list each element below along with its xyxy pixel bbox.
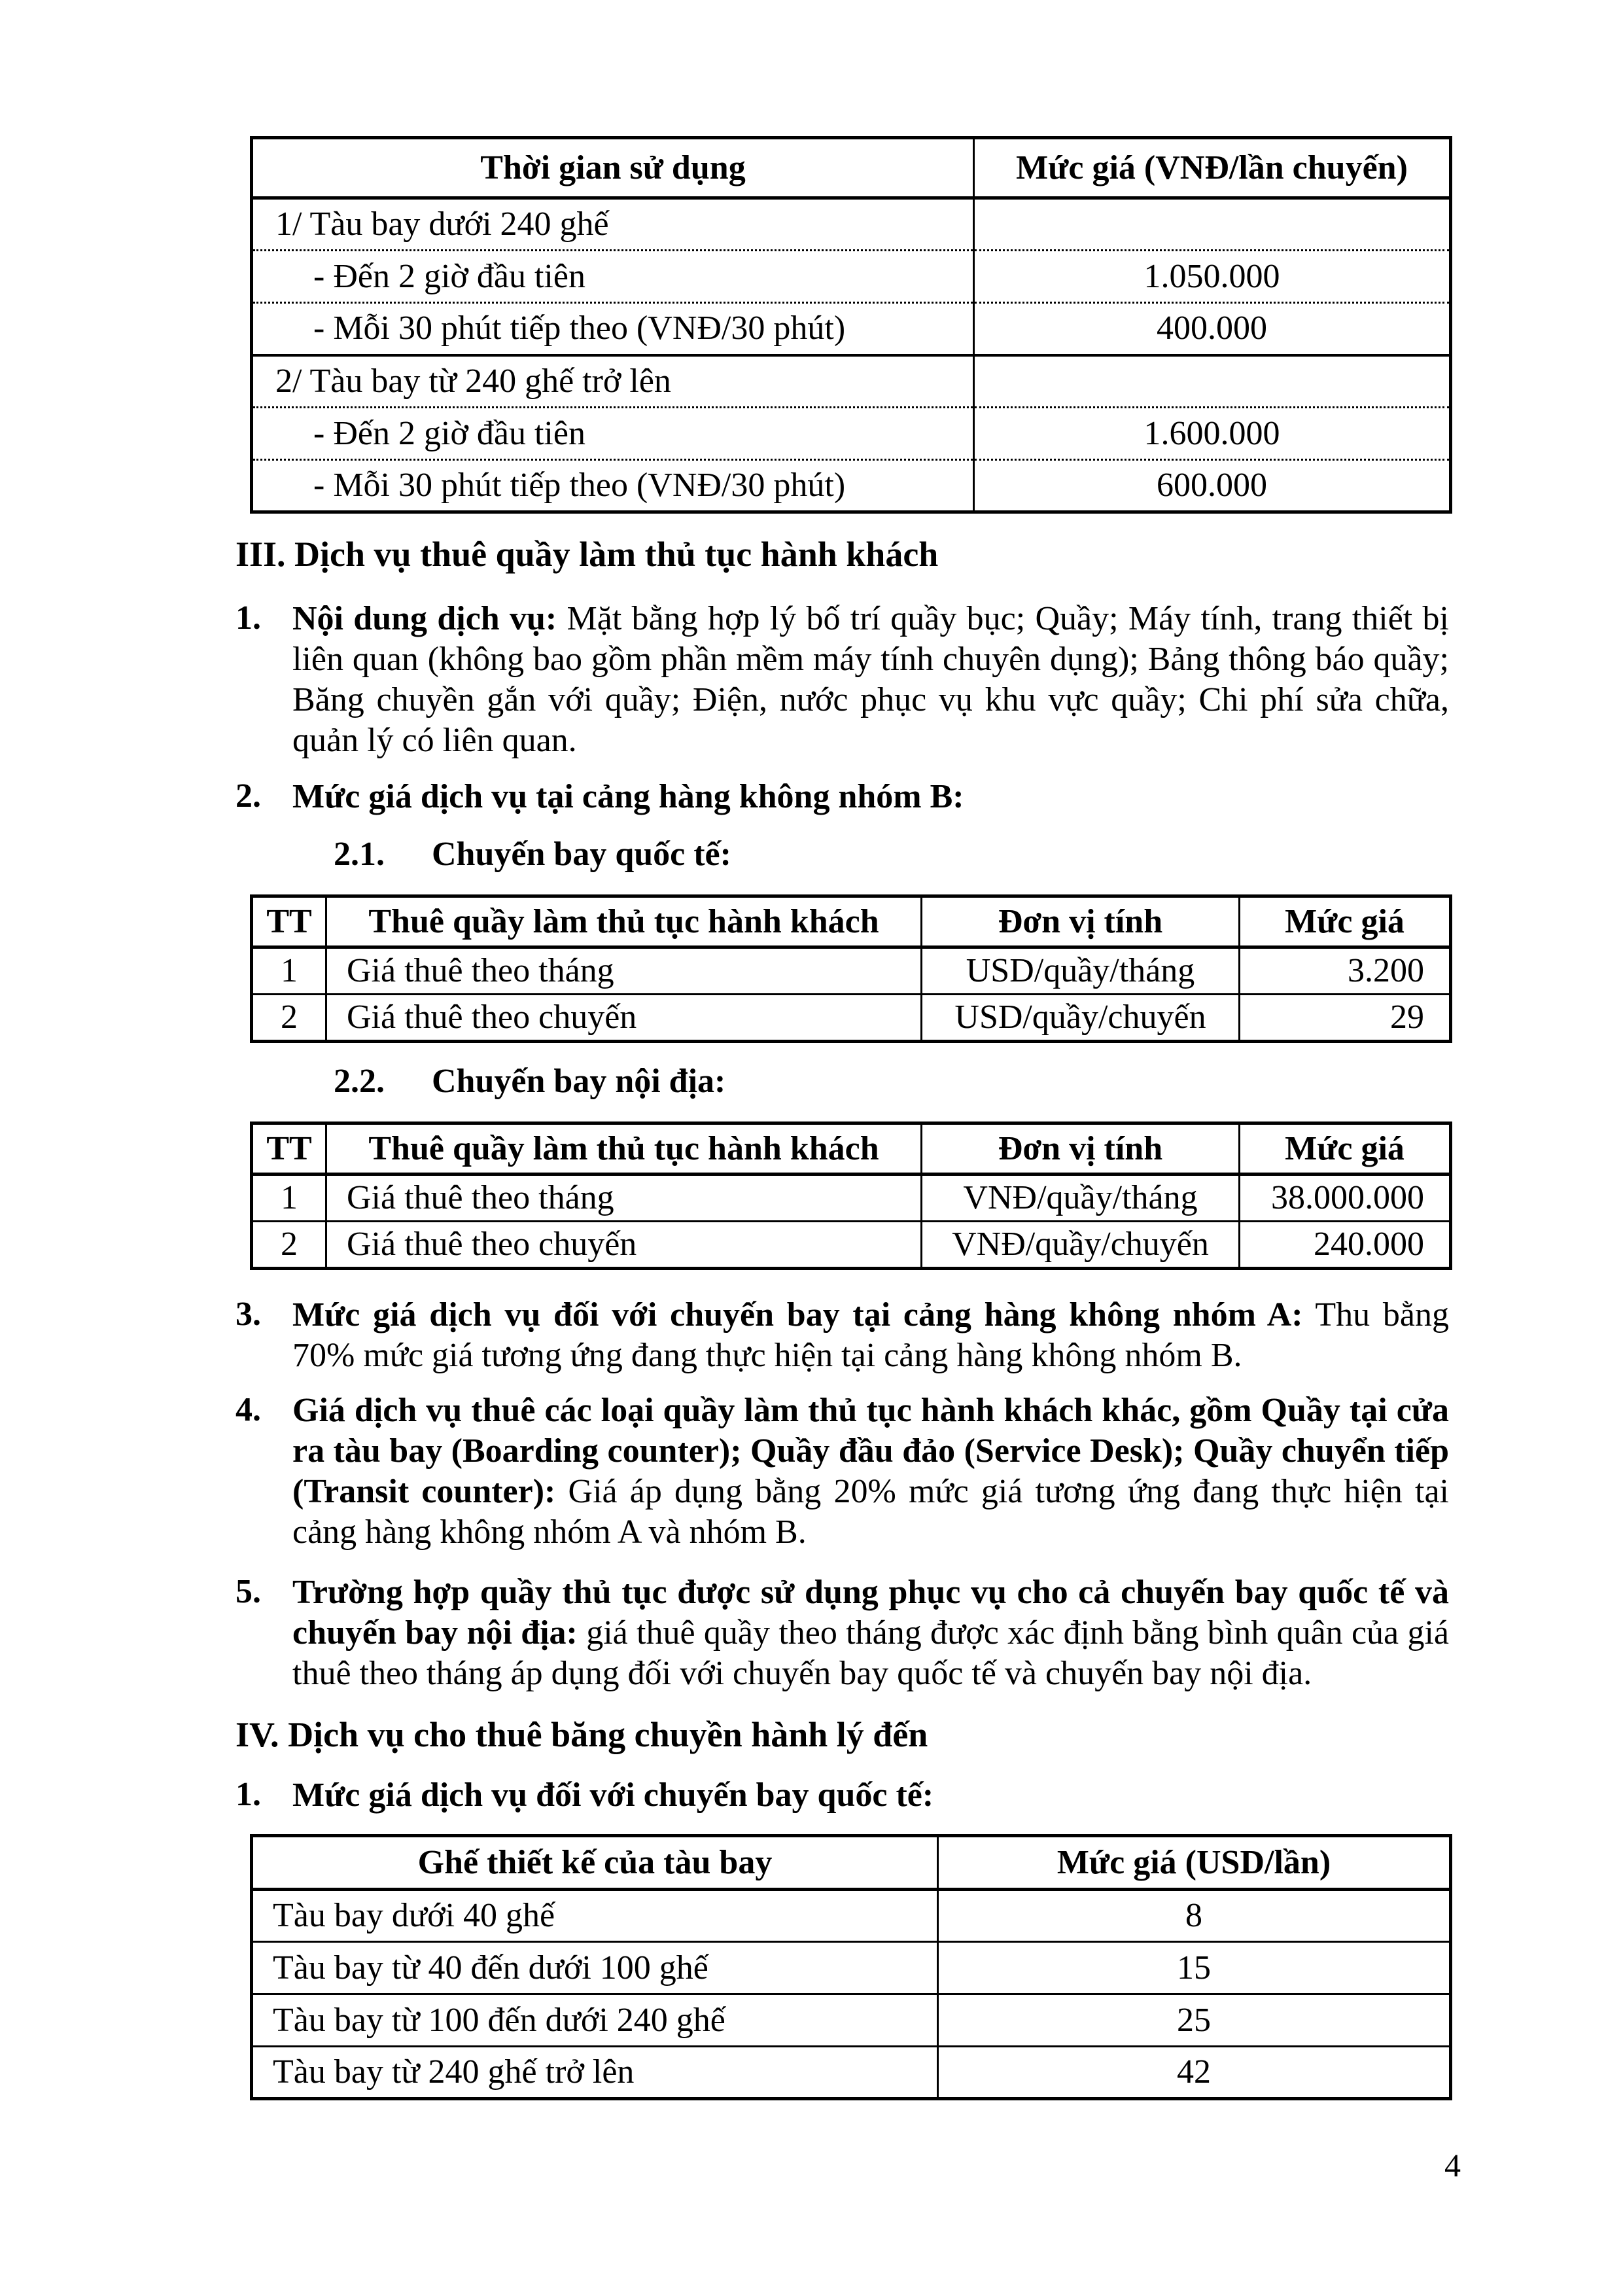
section-title: Dịch vụ thuê quầy làm thủ tục hành khách <box>294 535 939 574</box>
item-rest: Giá áp dụng bằng 20% mức giá tương ứng đang thực hiện tại cảng hàng không nhóm A và nhóm B. <box>292 1473 1449 1551</box>
column-header: Đơn vị tính <box>922 896 1240 947</box>
unit: USD/quầy/tháng <box>922 947 1240 995</box>
unit: VNĐ/quầy/chuyến <box>922 1222 1240 1269</box>
item-number: 5. <box>236 1573 261 1610</box>
price: 240.000 <box>1240 1222 1451 1269</box>
item-lead: Mức giá dịch vụ đối với chuyến bay quốc tế: <box>292 1776 934 1814</box>
unit: USD/quầy/chuyến <box>922 995 1240 1042</box>
table-row <box>252 947 1451 995</box>
row-label: 2/ Tàu bay từ 240 ghế trở lên <box>252 355 974 408</box>
column-header: Đơn vị tính <box>922 1123 1240 1174</box>
column-header: Ghế thiết kế của tàu bay <box>252 1836 938 1890</box>
service-name: Giá thuê theo chuyến <box>326 1222 922 1269</box>
service-name: Giá thuê theo chuyến <box>326 995 922 1042</box>
price: 25 <box>938 1994 1451 2047</box>
section-iii-heading <box>236 533 1449 575</box>
table-row <box>252 1222 1451 1269</box>
section-number: III. <box>236 535 286 574</box>
row-value: 400.000 <box>974 303 1451 355</box>
table-row <box>252 1942 1451 1994</box>
item-lead: Giá dịch vụ thuê các loại quầy làm thủ tục hành khách khác, gồm Quầy tại cửa ra tàu bay (Boarding counter); Quầy đầu đảo (Service Desk); Quầy chuyển tiếp (Transit counter): <box>292 1392 1449 1510</box>
service-name: Giá thuê theo tháng <box>326 1174 922 1222</box>
international-counter-price-table <box>250 894 1452 1043</box>
price: 42 <box>938 2047 1451 2099</box>
section-number: IV. <box>236 1715 279 1754</box>
subsection-2-1-heading <box>334 834 1449 875</box>
service-name: Giá thuê theo tháng <box>326 947 922 995</box>
column-header: Mức giá <box>1240 896 1451 947</box>
subsection-2-2-heading <box>334 1061 1449 1102</box>
item-rest: Thu bằng 70% mức giá tương ứng đang thực hiện tại cảng hàng không nhóm B. <box>292 1296 1449 1374</box>
row-label: - Đến 2 giờ đầu tiên <box>252 251 974 303</box>
table-row <box>252 2047 1451 2099</box>
item-text <box>292 1295 1449 1376</box>
column-header: Mức giá (USD/lần) <box>938 1836 1451 1890</box>
item-text <box>292 1390 1449 1553</box>
item-lead: Mức giá dịch vụ tại cảng hàng không nhóm B: <box>292 778 964 815</box>
item-text <box>292 777 1449 817</box>
item-lead: Nội dung dịch vụ: <box>292 600 557 637</box>
item-rest: Mặt bằng hợp lý bố trí quầy bục; Quầy; Máy tính, trang thiết bị liên quan (không bao gồm phần mềm máy tính chuyên dụng); Bảng thông báo quầy; Băng chuyền gắn với quầy; Điện, nước phục vụ khu vực quầy; Chi phí sửa chữa, quản lý có liên quan. <box>292 600 1449 759</box>
column-header: TT <box>252 1123 326 1174</box>
list-item-5 <box>236 1572 1449 1694</box>
price: 15 <box>938 1942 1451 1994</box>
section-title: Dịch vụ cho thuê băng chuyền hành lý đến <box>288 1715 928 1754</box>
subsection-number: 2.1. <box>334 836 385 873</box>
table-row <box>252 1994 1451 2047</box>
table-header-row <box>252 1836 1451 1890</box>
item-text <box>292 599 1449 761</box>
table-row <box>252 251 1451 303</box>
table-row <box>252 995 1451 1042</box>
row-index: 2 <box>252 995 326 1042</box>
row-label: - Mỗi 30 phút tiếp theo (VNĐ/30 phút) <box>252 303 974 355</box>
row-index: 1 <box>252 1174 326 1222</box>
price: 38.000.000 <box>1240 1174 1451 1222</box>
table-row <box>252 355 1451 408</box>
item-number: 1. <box>236 599 261 637</box>
row-value: 1.050.000 <box>974 251 1451 303</box>
unit: VNĐ/quầy/tháng <box>922 1174 1240 1222</box>
item-text <box>292 1572 1449 1694</box>
section-iv-heading <box>236 1714 1449 1756</box>
row-value: 1.600.000 <box>974 408 1451 460</box>
column-header: Thuê quầy làm thủ tục hành khách <box>326 1123 922 1174</box>
table-row <box>252 460 1451 512</box>
item-number: 4. <box>236 1391 261 1428</box>
column-header: TT <box>252 896 326 947</box>
page-number: 4 <box>1444 2147 1461 2183</box>
table-header-row <box>252 138 1451 198</box>
document-content <box>236 136 1449 2100</box>
table-row <box>252 198 1451 251</box>
price: 29 <box>1240 995 1451 1042</box>
domestic-counter-price-table <box>250 1122 1452 1270</box>
table-row <box>252 1890 1451 1942</box>
section-iv-item-1 <box>236 1775 1449 1816</box>
aircraft-category: Tàu bay từ 240 ghế trở lên <box>252 2047 938 2099</box>
row-value <box>974 198 1451 251</box>
baggage-belt-price-table <box>250 1834 1452 2100</box>
subsection-title: Chuyến bay nội địa: <box>432 1063 726 1100</box>
list-item-1 <box>236 599 1449 761</box>
item-lead: Trường hợp quầy thủ tục được sử dụng phục vụ cho cả chuyến bay quốc tế và chuyến bay nội địa: <box>292 1574 1449 1651</box>
price: 3.200 <box>1240 947 1451 995</box>
list-item-3 <box>236 1295 1449 1376</box>
item-number: 2. <box>236 777 261 815</box>
aircraft-category: Tàu bay từ 100 đến dưới 240 ghế <box>252 1994 938 2047</box>
row-value: 600.000 <box>974 460 1451 512</box>
row-index: 1 <box>252 947 326 995</box>
subsection-title: Chuyến bay quốc tế: <box>432 836 731 873</box>
column-header: Mức giá <box>1240 1123 1451 1174</box>
usage-time-price-table <box>250 136 1452 514</box>
item-number: 3. <box>236 1296 261 1333</box>
table-row <box>252 408 1451 460</box>
aircraft-category: Tàu bay từ 40 đến dưới 100 ghế <box>252 1942 938 1994</box>
row-index: 2 <box>252 1222 326 1269</box>
table-header-row <box>252 1123 1451 1174</box>
row-label: 1/ Tàu bay dưới 240 ghế <box>252 198 974 251</box>
item-lead: Mức giá dịch vụ đối với chuyến bay tại cảng hàng không nhóm A: <box>292 1296 1303 1333</box>
row-value <box>974 355 1451 408</box>
list-item-4 <box>236 1390 1449 1553</box>
item-number: 1. <box>236 1776 261 1813</box>
table-row <box>252 1174 1451 1222</box>
row-label: - Mỗi 30 phút tiếp theo (VNĐ/30 phút) <box>252 460 974 512</box>
column-header: Mức giá (VNĐ/lần chuyến) <box>974 138 1451 198</box>
aircraft-category: Tàu bay dưới 40 ghế <box>252 1890 938 1942</box>
table-row <box>252 303 1451 355</box>
subsection-number: 2.2. <box>334 1063 385 1100</box>
column-header: Thuê quầy làm thủ tục hành khách <box>326 896 922 947</box>
row-label: - Đến 2 giờ đầu tiên <box>252 408 974 460</box>
column-header: Thời gian sử dụng <box>252 138 974 198</box>
item-text <box>292 1775 1449 1816</box>
price: 8 <box>938 1890 1451 1942</box>
item-rest: giá thuê quầy theo tháng được xác định bằng bình quân của giá thuê theo tháng áp dụng đối với chuyến bay quốc tế và chuyến bay nội địa. <box>292 1614 1449 1692</box>
table-header-row <box>252 896 1451 947</box>
list-item-2 <box>236 777 1449 817</box>
